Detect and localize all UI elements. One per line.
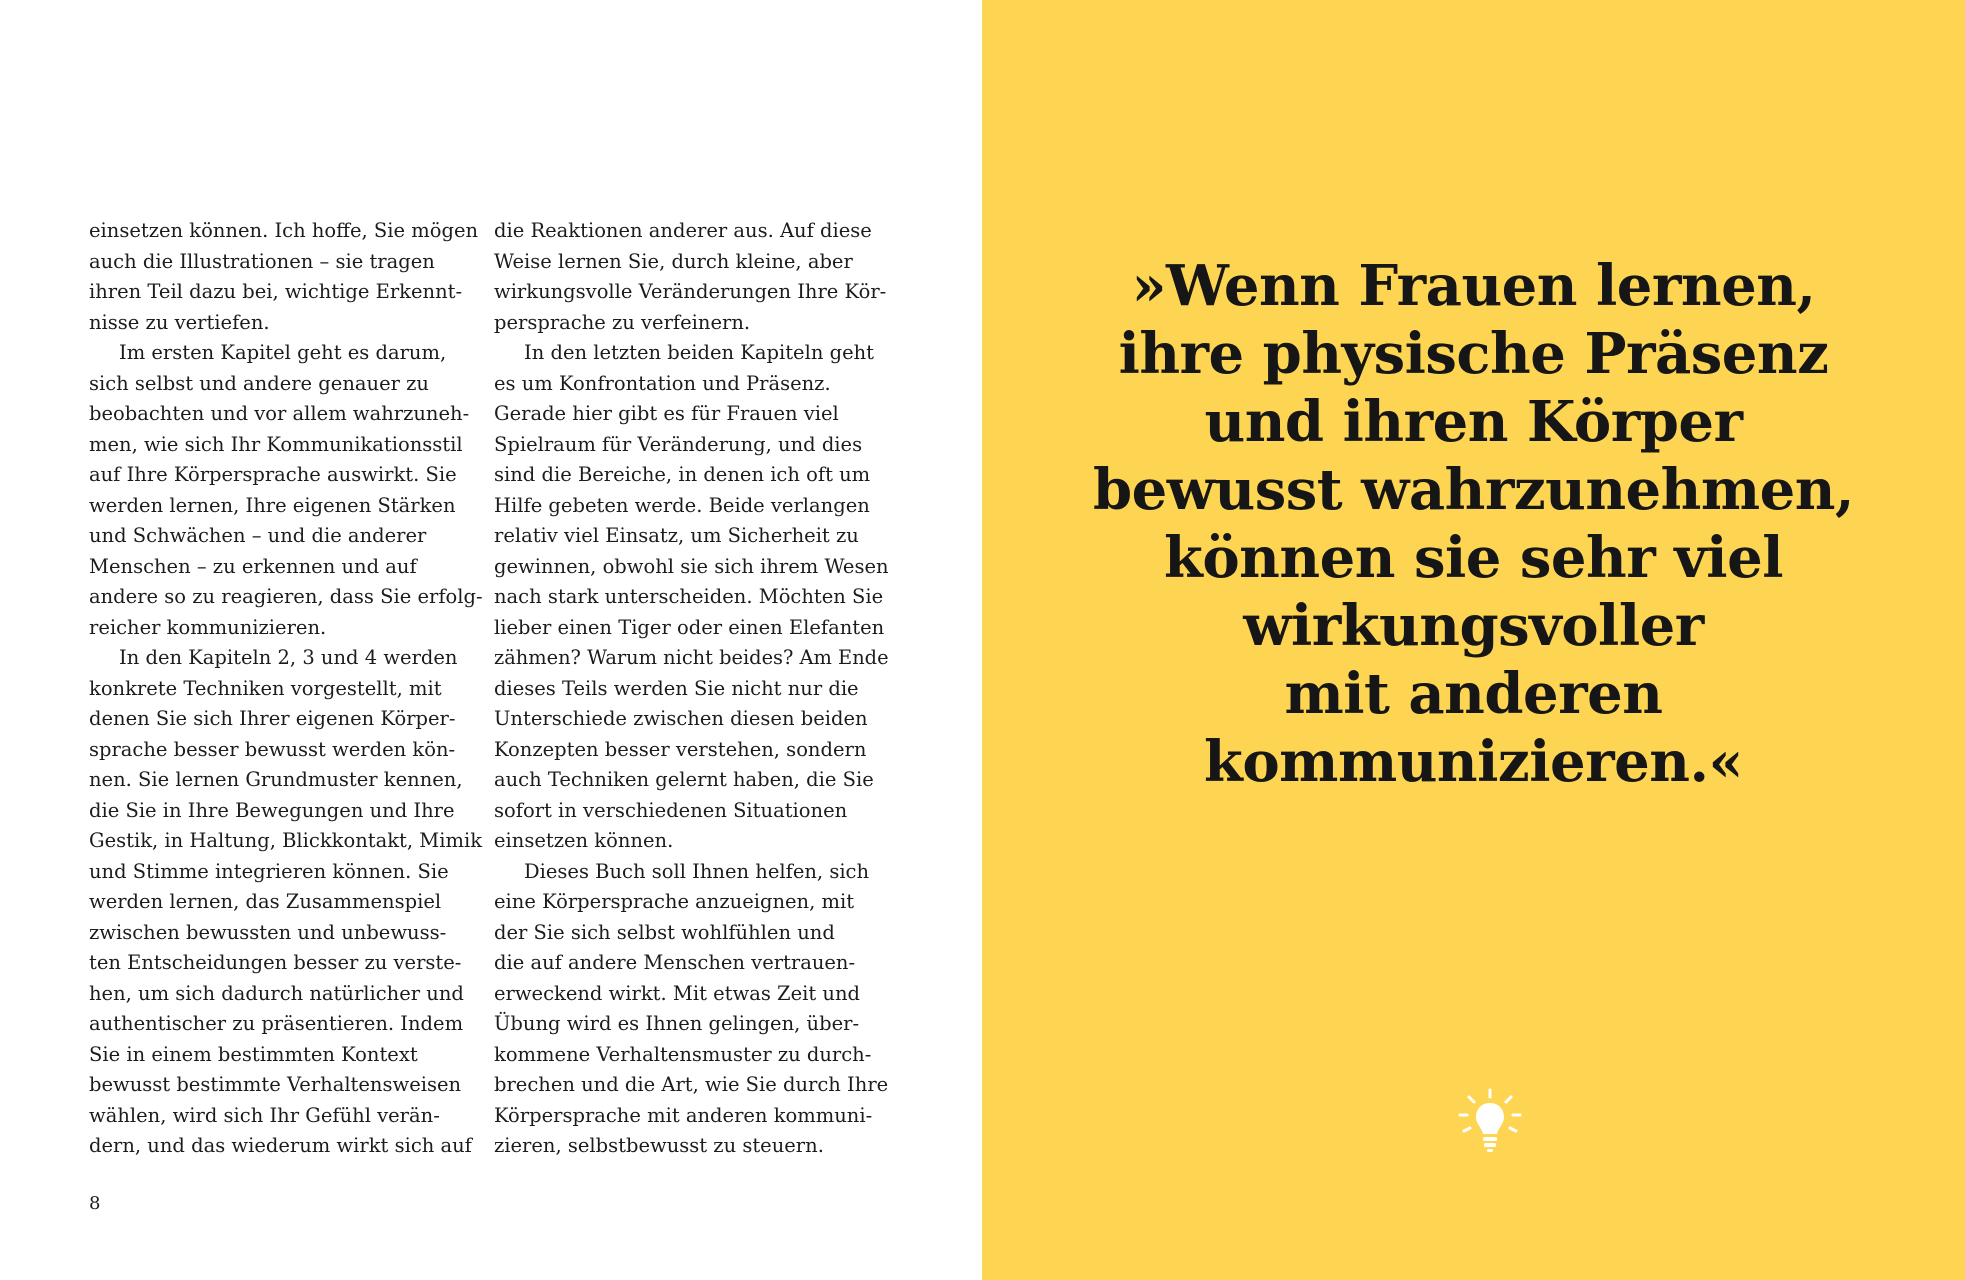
column-2-line: zieren, selbstbewusst zu steuern. — [494, 1134, 824, 1157]
column-2-line: dieses Teils werden Sie nicht nur die — [494, 676, 859, 700]
column-1-line: zwischen bewussten und unbewuss- — [89, 920, 447, 944]
column-1-line: sprache besser bewusst werden kön- — [89, 737, 456, 761]
column-1-line: nisse zu vertiefen. — [89, 310, 270, 334]
column-1-line: bewusst bestimmte Verhaltensweisen — [89, 1073, 462, 1096]
column-2-line: der Sie sich selbst wohlfühlen und — [494, 920, 835, 944]
column-2-line: Gerade hier gibt es für Frauen viel — [494, 402, 839, 425]
column-2-line: relativ viel Einsatz, um Sicherheit zu — [494, 524, 859, 547]
pull-quote — [982, 252, 1965, 796]
column-2-line: erweckend wirkt. Mit etwas Zeit und — [494, 981, 861, 1005]
column-1-line: werden lernen, das Zusammenspiel — [89, 890, 442, 913]
column-2-line: persprache zu verfeinern. — [494, 310, 751, 334]
column-2-line: Hilfe gebeten werde. Beide verlangen — [494, 493, 870, 517]
column-1-line: hen, um sich dadurch natürlicher und — [89, 981, 464, 1005]
quote-line: mit anderen — [1284, 661, 1663, 727]
text-column-1 — [89, 216, 489, 1162]
column-2-line: sofort in verschiedenen Situationen — [494, 798, 848, 822]
column-2-line: eine Körpersprache anzueignen, mit — [494, 890, 855, 913]
column-2-line: brechen und die Art, wie Sie durch Ihre — [494, 1073, 889, 1096]
column-1-line: auch die Illustrationen – sie tragen — [89, 249, 435, 273]
column-2-line: die Reaktionen anderer aus. Auf diese — [494, 219, 872, 242]
left-page — [0, 0, 982, 1280]
column-1-line: ten Entscheidungen besser zu verste- — [89, 951, 462, 974]
quote-line: kommunizieren.« — [1204, 729, 1743, 795]
column-1-line: sich selbst und andere genauer zu — [89, 371, 429, 395]
column-1-line: Menschen – zu erkennen und auf — [89, 554, 417, 578]
column-2-line: In den letzten beiden Kapiteln geht — [524, 341, 875, 364]
column-2-line: Spielraum für Veränderung, und dies — [494, 432, 863, 456]
column-2-line: gewinnen, obwohl sie sich ihrem Wesen — [494, 554, 889, 578]
page-number: 8 — [89, 1193, 101, 1214]
column-1-line: Im ersten Kapitel geht es darum, — [119, 341, 447, 364]
column-1-line: men, wie sich Ihr Kommunikationsstil — [89, 432, 463, 456]
column-1-line: und Stimme integrieren können. Sie — [89, 859, 449, 883]
column-1-line: Sie in einem bestimmten Kontext — [89, 1042, 418, 1066]
column-1-line: auf Ihre Körpersprache auswirkt. Sie — [89, 463, 457, 486]
quote-line: »Wenn Frauen lernen, — [1131, 253, 1816, 319]
column-2-line: Körpersprache mit anderen kommuni- — [494, 1103, 873, 1127]
column-2-line: einsetzen können. — [494, 829, 674, 852]
column-2-line: nach stark unterscheiden. Möchten Sie — [494, 585, 884, 608]
column-2-line: Unterschiede zwischen diesen beiden — [494, 707, 868, 730]
column-1-line: dern, und das wiederum wirkt sich auf — [89, 1134, 472, 1157]
column-2-line: Dieses Buch soll Ihnen helfen, sich — [524, 859, 870, 883]
column-1-line: nen. Sie lernen Grundmuster kennen, — [89, 768, 463, 791]
column-2-line: lieber einen Tiger oder einen Elefanten — [494, 615, 885, 639]
quote-line: und ihren Körper — [1204, 389, 1743, 455]
quote-line: wirkungsvoller — [1243, 593, 1704, 659]
column-1-line: und Schwächen – und die anderer — [89, 524, 427, 547]
column-1-line: reicher kommunizieren. — [89, 615, 327, 639]
column-1-line: denen Sie sich Ihrer eigenen Körper- — [89, 707, 456, 730]
column-2-line: Weise lernen Sie, durch kleine, aber — [494, 249, 853, 273]
column-1-line: die Sie in Ihre Bewegungen und Ihre — [89, 798, 455, 822]
column-2-line: kommene Verhaltensmuster zu durch- — [494, 1042, 872, 1066]
quote-line: können sie sehr viel — [1164, 525, 1783, 591]
column-2-line: zähmen? Warum nicht beides? Am Ende — [494, 646, 889, 669]
column-1-line: konkrete Techniken vorgestellt, mit — [89, 676, 442, 700]
column-2-line: Übung wird es Ihnen gelingen, über- — [494, 1012, 860, 1035]
quote-line: ihre physische Präsenz — [1118, 321, 1829, 387]
column-2-line: es um Konfrontation und Präsenz. — [494, 371, 831, 395]
text-column-2 — [494, 216, 894, 1162]
column-1-line: authentischer zu präsentieren. Indem — [89, 1012, 464, 1035]
right-page — [982, 0, 1965, 1280]
column-1-line: einsetzen können. Ich hoffe, Sie mögen — [89, 219, 479, 242]
column-1-line: werden lernen, Ihre eigenen Stärken — [89, 493, 456, 517]
column-2-line: Konzepten besser verstehen, sondern — [494, 737, 867, 761]
lightbulb-icon — [1455, 1086, 1525, 1156]
quote-line: bewusst wahrzunehmen, — [1092, 457, 1854, 523]
column-2-line: die auf andere Menschen vertrauen- — [494, 951, 856, 974]
column-1-line: Gestik, in Haltung, Blickkontakt, Mimik — [89, 829, 483, 852]
column-2-line: sind die Bereiche, in denen ich oft um — [494, 463, 871, 486]
column-1-line: beobachten und vor allem wahrzuneh- — [89, 402, 470, 425]
column-1-line: ihren Teil dazu bei, wichtige Erkennt- — [89, 280, 463, 303]
column-1-line: andere so zu reagieren, dass Sie erfolg- — [89, 585, 483, 608]
column-2-line: wirkungsvolle Veränderungen Ihre Kör- — [494, 280, 887, 303]
column-1-line: In den Kapiteln 2, 3 und 4 werden — [119, 646, 458, 669]
column-1-line: wählen, wird sich Ihr Gefühl verän- — [89, 1103, 440, 1127]
column-2-line: auch Techniken gelernt haben, die Sie — [494, 768, 874, 791]
